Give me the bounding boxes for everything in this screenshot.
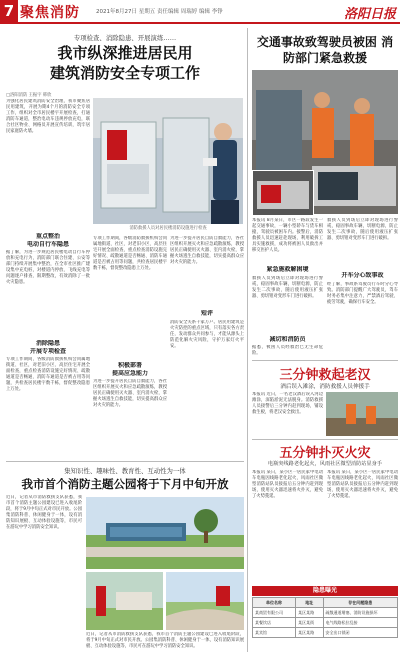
story3-text-cont: 救援人员到场后立即对现场进行警戒，稳固事故车辆，切断电源，防止发生二次事故，随后使用液压扩张器、剪切钳对变形车门进行破拆。	[327, 218, 398, 241]
table-cell: 电气线路私拉乱接	[323, 618, 397, 628]
story4-text: 本报讯 近日，一名老汉酒后误入河边滩涂，深陷淤泥无法脱身。消防救援人员接警后三分钟内赶到现场，铺设救生板，将老汉安全救出。	[252, 392, 323, 415]
table-cell: 疏散通道堵塞、消防设施损坏	[323, 608, 397, 618]
table-cell: 安全出口锁闭	[323, 628, 397, 638]
story1-sub1: 重点整治	[35, 233, 60, 240]
story1-sub2b: 开展专项检查	[29, 348, 66, 355]
story1-text2: 专项工作期间，各级消防救援机构会同属地街道、社区，对老旧小区、高层住宅开展全面检查，重点检查消防设施完好情况、疏散通道是否畅通、消防车通道是否被占用等问题，共检查居民楼宇数千栋，督促整改隐患上万处。	[6, 357, 90, 392]
notice-title: 隐患曝光	[252, 586, 398, 596]
story3-text1: 救援人员到场后立即对现场进行警戒，稳固事故车辆，切断电源，防止发生二次事故，随后使用液压扩张器、剪切钳对变形车门进行破拆。	[252, 276, 323, 299]
story1-sub2: 消除隐患	[35, 340, 60, 347]
story1-sub1b: 电动自行车隐患	[26, 241, 69, 248]
table-row	[253, 608, 398, 618]
story4-headline: 三分钟救起老汉	[279, 368, 371, 383]
column-divider	[247, 28, 248, 652]
notice-header: 地址	[296, 598, 323, 608]
rescue-photo-inset	[252, 170, 314, 216]
story1-photo-caption: 消防救援人员对居民楼消防设施进行检查	[129, 226, 207, 231]
story1-text4: 消防安全关系千家万户。居民用建筑是火灾防控的重点区域，只有落实各方责任，发动群众共同参与，才能从源头上防范化解火灾风险，守护万家灯火平安。	[170, 320, 244, 349]
story4-photo	[326, 392, 398, 436]
story1-text3-cont: 为进一步提升居民自防自救能力，各社区组织开展灭火和应急疏散演练，教授居民正确使用灭火器、室内消火栓，掌握火场逃生自救技能，切实提高群众应对火灾的能力。	[170, 236, 244, 265]
divider	[252, 360, 398, 361]
section-title: 聚焦消防	[20, 5, 80, 21]
park-photo	[86, 497, 244, 569]
table-cell: 某区某路	[296, 628, 323, 638]
notice-header: 单位名称	[253, 598, 296, 608]
story3-headline: 交通事故致驾驶员被困 消防部门紧急救援	[256, 35, 394, 65]
story3-sub3: 减切和消防员	[269, 336, 306, 343]
story1-text1: 据了解，为进一步规范居民楼电动自行车停放和充电行为，消防部门联合住建、公安等部门持续开展集中整治，在全市社区推广建设集中充电桩，对楼道内停放、飞线充电等问题逐户排查、限期整改，有效消除了一批火灾隐患。	[6, 250, 90, 285]
table-cell: 某餐饮店	[253, 618, 296, 628]
table-cell: 某区某街	[296, 618, 323, 628]
story1-sub3: 积极部署	[117, 362, 142, 369]
story5-sub: 电瓶突线路老化起火，风雨社区微型消防站显身手	[267, 461, 383, 467]
story3-text2: 经了解，事故系驾驶员行车时分心导致。消防部门提醒广大驾驶员，驾车时务必集中注意力，严禁酒后驾驶、疲劳驾驶，确保行车安全。	[327, 282, 398, 305]
table-cell: 某商贸有限公司	[253, 608, 296, 618]
story5-text-col1: 本报讯 某日，某小区一居民家中电动车电瓶因线路老化起火，风雨社区微型消防站队员接报后五分钟内赶到现场，使用灭火器迅速将火扑灭，避免了火势蔓延。	[252, 470, 323, 499]
story2-text-col2: 近日，记者从市消防救援支队获悉，我市首个消防主题公园建设已进入收尾阶段，将于9月中旬正式对市民开放。公园集消防科普、休闲健身于一体，设有消防知识展板、互动体验设施等，市民可在游玩中学习消防安全知识。	[86, 632, 244, 649]
story2-text-col1: 近日，记者从市消防救援支队获悉，我市首个消防主题公园建设已进入收尾阶段，将于9月中旬正式对市民开放。公园集消防科普、休闲健身于一体，设有消防知识展板、互动体验设施等，市民可在游玩中学习消防安全知识。	[6, 495, 82, 530]
park-photo-3	[166, 572, 244, 630]
story2-kicker: 集知识性、趣味性、教育性、互动性为一体	[64, 467, 186, 475]
story3-text: 本报讯 8月某日，市区一路段发生一起交通事故，一辆小型轿车与货车相撞，驾驶员被困车内。接警后，消防救援人员迅速赶赴现场，利用破拆工具实施救援，成功将被困人员救出并移交医护人员。	[252, 218, 323, 253]
story2-headline: 我市首个消防主题公园将于下月中旬开放	[21, 477, 229, 491]
story3-sub2: 开车分心致事故	[341, 272, 384, 279]
table-cell: 某宾馆	[253, 628, 296, 638]
table-row	[253, 618, 398, 628]
story1-headline-1: 我市纵深推进居民用	[57, 44, 193, 62]
story1-sub4: 短评	[200, 310, 213, 317]
date-line: 2021年8月27日 星期五 责任编辑 周瑞婷 编辑 李铮	[96, 9, 223, 15]
story1-kicker: 专项检查、消除隐患、开展演练……	[73, 34, 177, 42]
story4-sub: 酒后误入滩涂，消防救援人员伸援手	[280, 384, 370, 390]
divider	[6, 461, 244, 462]
story1-sub3b: 提高应急能力	[111, 370, 148, 377]
story1-photo	[93, 98, 243, 224]
park-photo-2	[86, 572, 163, 630]
notice-header: 存在问题隐患	[323, 598, 397, 608]
story3-sub1: 紧急施救解困境	[266, 266, 309, 273]
story1-byline: □洛阳消防 王振宇 韩欣	[6, 93, 52, 98]
table-row	[253, 628, 398, 638]
story1-headline-2: 建筑消防安全专项工作	[49, 64, 200, 82]
story1-lead: 为强化居民建筑消防安全治理，我市聚焦居民用建筑，开展为期4个月的消防安全专项工作，组织对全市居民楼宇开展检查，打通消防车通道，整治电动车违规停放充电，联合社区物业、网格员开展宣传培训，筑牢居民家庭防火墙。	[6, 99, 90, 134]
story5-headline: 五分钟扑灭火灾	[279, 446, 371, 461]
newspaper-logo: 洛阳日报	[343, 7, 396, 22]
page-header	[0, 0, 400, 24]
divider	[252, 439, 398, 440]
story5-text-col2: 本报讯 某日，某小区一居民家中电动车电瓶因线路老化起火，风雨社区微型消防站队员接报后五分钟内赶到现场，使用灭火器迅速将火扑灭，避免了火势蔓延。	[327, 470, 398, 499]
story1-text3: 为进一步提升居民自防自救能力，各社区组织开展灭火和应急疏散演练，教授居民正确使用灭火器、室内消火栓，掌握火场逃生自救技能，切实提高群众应对火灾的能力。	[93, 379, 167, 408]
story1-text2-cont: 专项工作期间，各级消防救援机构会同属地街道、社区，对老旧小区、高层住宅开展全面检查，重点检查消防设施完好情况、疏散通道是否畅通、消防车通道是否被占用等问题，共检查居民楼宇数千栋，督促整改隐患上万处。	[93, 236, 167, 271]
story3-text3: 据悉，被困人员经救治已无生命危险。	[252, 345, 323, 356]
table-cell: 某区某路	[296, 608, 323, 618]
notice-table	[252, 597, 398, 638]
page-number: 7	[0, 0, 18, 22]
